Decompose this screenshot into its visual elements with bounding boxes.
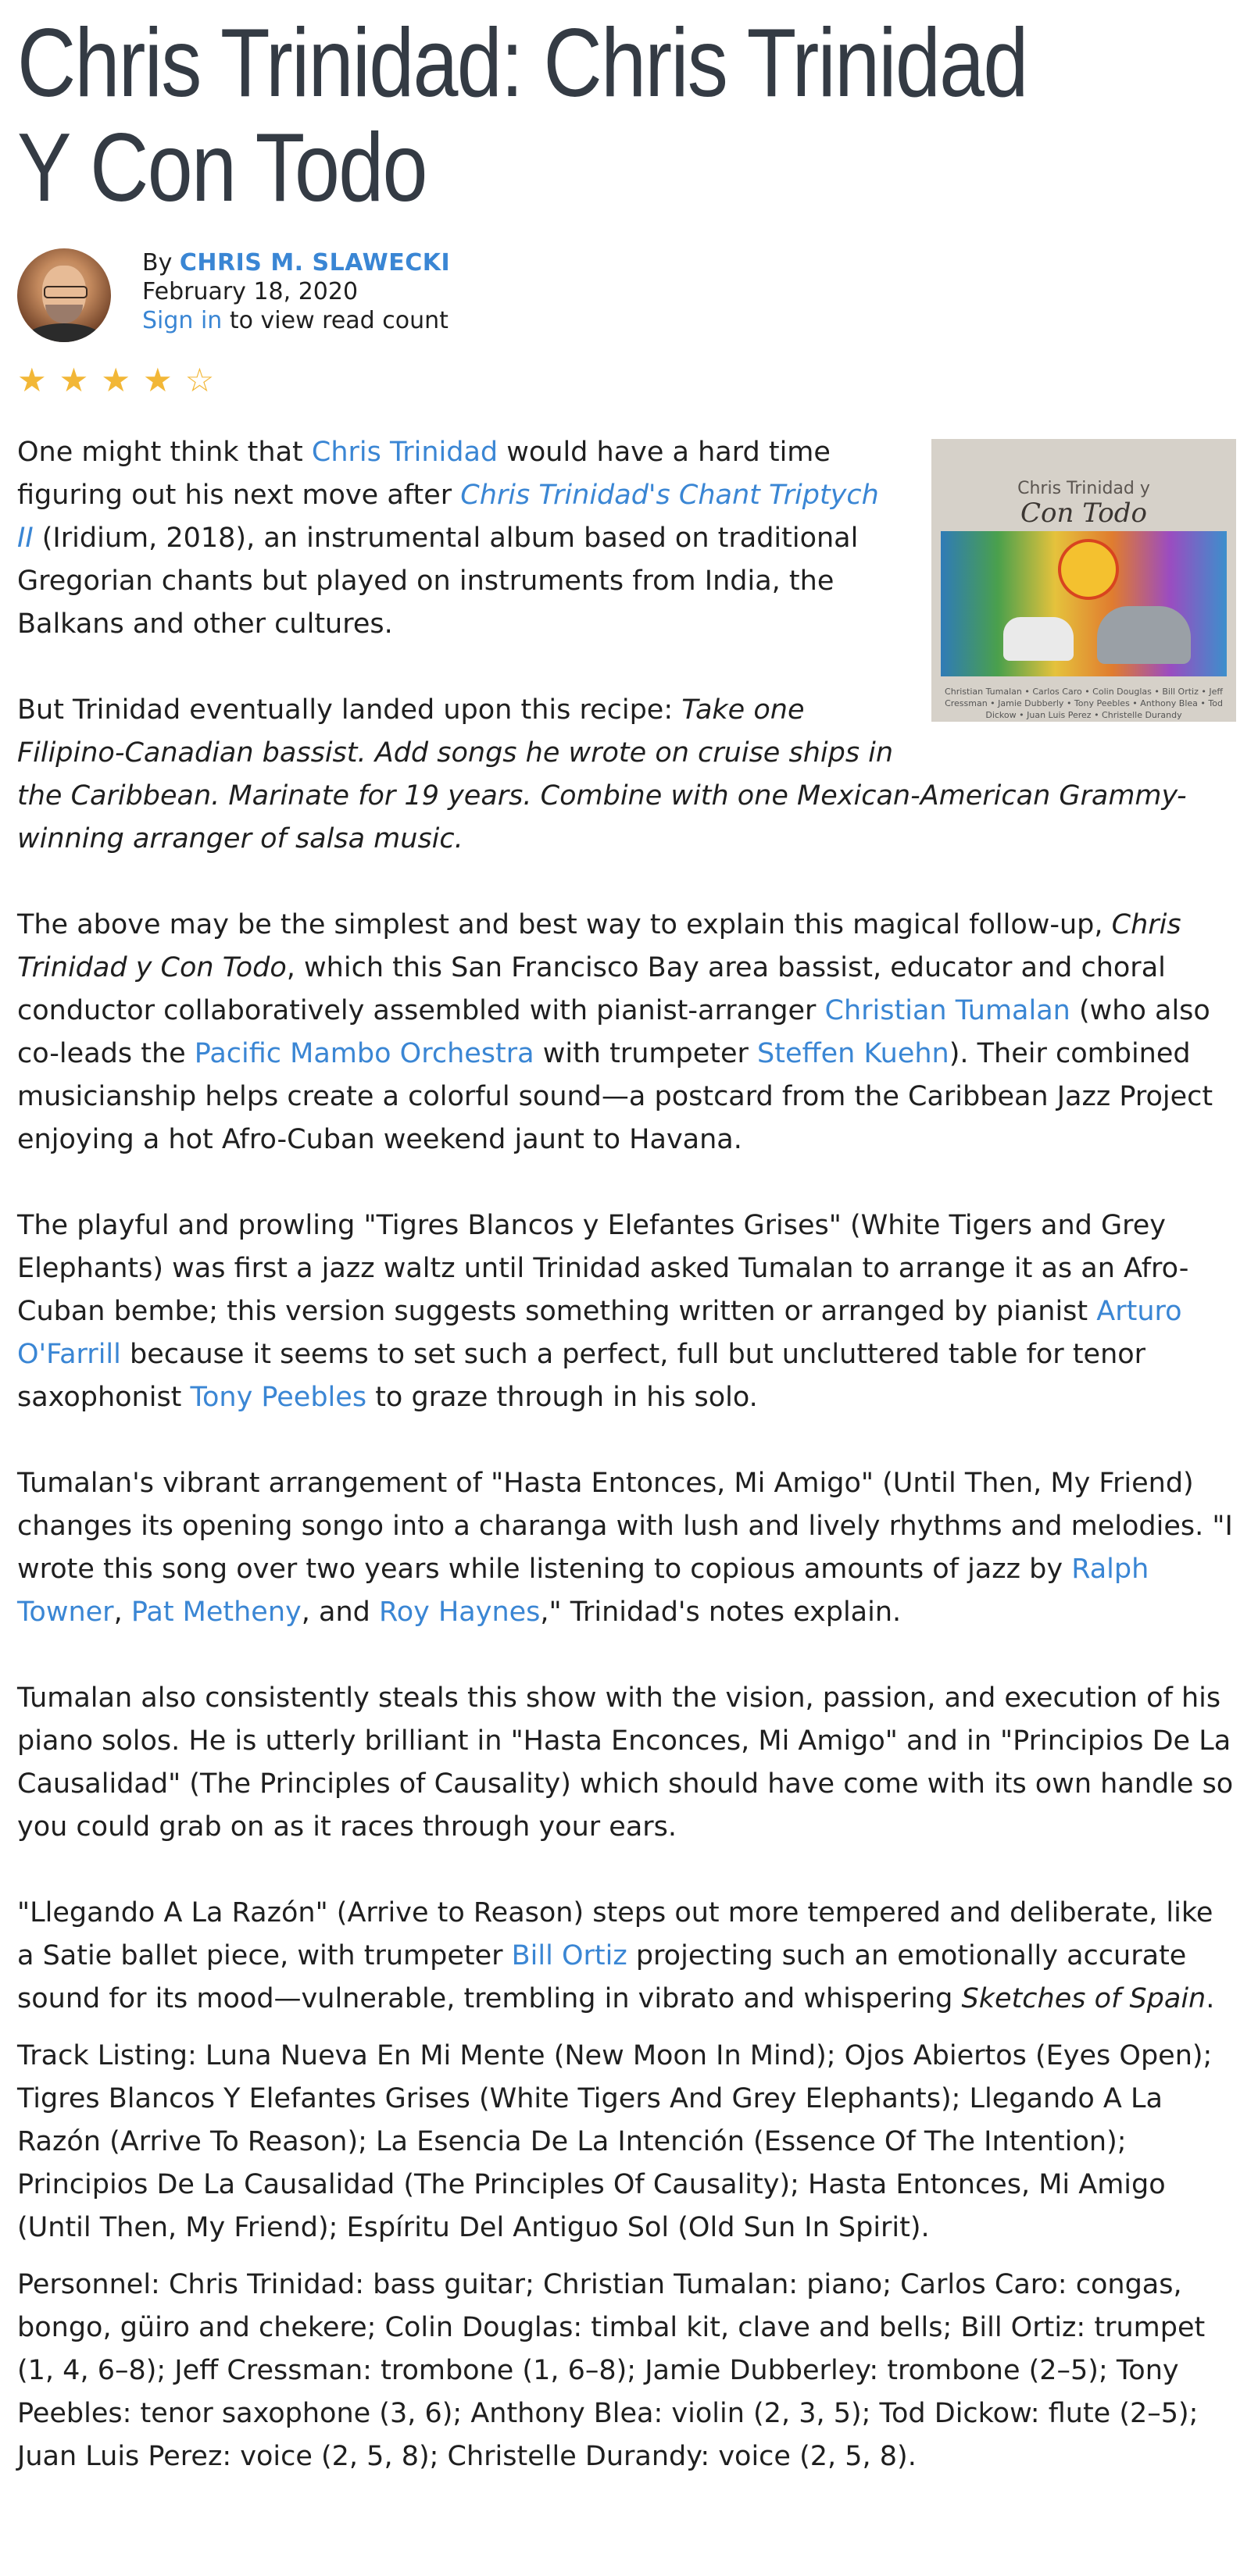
paragraph-1: One might think that Chris Trinidad would have a hard time figuring out his next move after Chris Trinidad's Chant Triptych II (Iridium, 2018), an instrumental album based on traditional Gregorian chants but played on instruments from India, the Balkans and other cultures. [17,437,879,640]
byline [17,248,642,348]
publish-date: February 18, 2020 [142,278,359,305]
cover-line-1: Chris Trinidad y [1017,479,1150,498]
link-steffen-kuehn[interactable]: Steffen Kuehn [757,1038,949,1069]
star-rating [17,361,215,399]
link-bill-ortiz[interactable]: Bill Ortiz [511,1940,627,1971]
paragraph-4: The playful and prowling "Tigres Blancos y Elefantes Grises" (White Tigers and Grey Elephants) was first a jazz waltz until Trinidad asked Tumalan to arrange it as an Afro-Cuban bembe; this version suggests something written or arranged by pianist Arturo O'Farrill because it seems to set such a perfect, full but uncluttered table for tenor saxophonist Tony Peebles to graze through in his solo. [17,1210,1189,1413]
star-icon: ★ [17,361,47,399]
byline-prefix: By [142,249,173,277]
link-pat-metheny[interactable]: Pat Metheny [130,1597,302,1628]
page-title: Chris Trinidad: Chris Trinidad Y Con Todo [17,9,1027,222]
link-roy-haynes[interactable]: Roy Haynes [378,1597,541,1628]
byline-meta [142,248,450,335]
paragraph-2: But Trinidad eventually landed upon this recipe: Take one Filipino-Canadian bassist. Add songs he wrote on cruise ships in the Caribbean. Marinate for 19 years. Combine with one Mexican-American Grammy-winning arranger of salsa music. [17,694,1187,855]
link-arturo-ofarrill[interactable]: Arturo O'Farrill [17,1296,1182,1370]
star-empty-icon: ☆ [184,361,215,399]
link-chris-trinidad[interactable]: Chris Trinidad [311,437,499,468]
star-icon: ★ [59,361,89,399]
track-listing: Track Listing: Luna Nueva En Mi Mente (New Moon In Mind); Ojos Abiertos (Eyes Open); Tigres Blancos Y Elefantes Grises (White Tigers And Grey Elephants); Llegando A La Razón (Arrive To Reason); La Esencia De La Intención (Essence Of The Intention); Principios De La Causalidad (The Principles Of Causality); Hasta Entonces, Mi Amigo (Until Then, My Friend); Espíritu Del Antiguo Sol (Old Sun In Spirit). [17,2040,1213,2243]
album-cover[interactable] [931,439,1236,722]
sign-in-suffix: to view read count [229,307,449,334]
cover-art [941,531,1227,676]
link-chant-triptych[interactable]: Chris Trinidad's Chant Triptych II [17,480,879,554]
paragraph-6: Tumalan also consistently steals this show with the vision, passion, and execution of his piano solos. He is utterly brilliant in "Hasta Enconces, Mi Amigo" and in "Principios De La Causalidad" (The Principles of Causality) which should have come with its own handle so you could grab on as it races through your ears. [17,1682,1234,1843]
link-pacific-mambo-orchestra[interactable]: Pacific Mambo Orchestra [194,1038,534,1069]
paragraph-7: "Llegando A La Razón" (Arrive to Reason) steps out more tempered and deliberate, like a Satie ballet piece, with trumpeter Bill Ortiz projecting such an emotionally accurate sound for its mood—vulnerable, trembling in vibrato and whispering Sketches of Spain. [17,1897,1215,2014]
link-tony-peebles[interactable]: Tony Peebles [190,1382,367,1413]
cover-line-2: Con Todo [1020,498,1147,529]
paragraph-5: Tumalan's vibrant arrangement of "Hasta Entonces, Mi Amigo" (Until Then, My Friend) changes its opening songo into a charanga with lush and lively rhythms and melodies. "I wrote this song over two years while listening to copious amounts of jazz by Ralph Towner, Pat Metheny, and Roy Haynes," Trinidad's notes explain. [17,1468,1233,1628]
cover-credits: Christian Tumalan • Carlos Caro • Colin Douglas • Bill Ortiz • Jeff Cressman • Jamie Dubberly • Tony Peebles • Anthony Blea • Tod Dickow • Juan Luis Perez • Christelle Durandy [945,687,1223,720]
star-icon: ★ [101,361,130,399]
link-ralph-towner[interactable]: Ralph Towner [17,1554,1149,1628]
star-icon: ★ [142,361,173,399]
sign-in-link[interactable]: Sign in [142,307,223,334]
link-christian-tumalan[interactable]: Christian Tumalan [824,995,1070,1026]
author-link[interactable]: CHRIS M. SLAWECKI [179,249,451,277]
author-avatar[interactable] [17,248,111,342]
paragraph-3: The above may be the simplest and best way to explain this magical follow-up, Chris Trinidad y Con Todo, which this San Francisco Bay area bassist, educator and choral conductor collaboratively assembled with pianist-arranger Christian Tumalan (who also co-leads the Pacific Mambo Orchestra with trumpeter Steffen Kuehn). Their combined musicianship helps create a colorful sound—a postcard from the Caribbean Jazz Project enjoying a hot Afro-Cuban weekend jaunt to Havana. [17,909,1213,1155]
personnel: Personnel: Chris Trinidad: bass guitar; Christian Tumalan: piano; Carlos Caro: congas, bongo, güiro and chekere; Colin Douglas: timbal kit, clave and bells; Bill Ortiz: trumpet (1, 4, 6–8); Jeff Cressman: trombone (1, 6–8); Jamie Dubberley: trombone (2–5); Tony Peebles: tenor saxophone (3, 6); Anthony Blea: violin (2, 3, 5); Tod Dickow: flute (2–5); Juan Luis Perez: voice (2, 5, 8); Christelle Durandy: voice (2, 5, 8). [17,2269,1206,2472]
article-body [17,431,1236,2492]
